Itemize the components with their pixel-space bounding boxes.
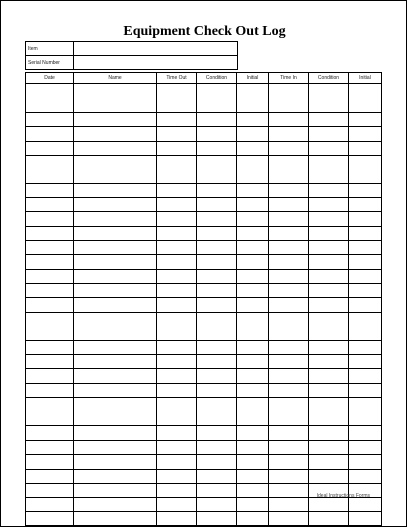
log-cell[interactable]	[269, 184, 309, 198]
log-cell[interactable]	[269, 484, 309, 498]
log-cell[interactable]	[197, 369, 237, 384]
log-cell[interactable]	[197, 142, 237, 156]
log-cell[interactable]	[157, 212, 197, 227]
log-cell[interactable]	[309, 227, 349, 241]
log-cell[interactable]	[269, 198, 309, 212]
log-cell[interactable]	[197, 441, 237, 455]
log-cell[interactable]	[74, 270, 157, 284]
log-cell[interactable]	[26, 127, 74, 142]
log-cell[interactable]	[157, 426, 197, 441]
log-cell[interactable]	[157, 398, 197, 426]
log-cell[interactable]	[197, 198, 237, 212]
log-cell[interactable]	[157, 255, 197, 270]
log-cell[interactable]	[237, 198, 269, 212]
log-cell[interactable]	[74, 84, 157, 113]
log-cell[interactable]	[269, 384, 309, 398]
log-cell[interactable]	[349, 426, 382, 441]
col-header-condition-out: Condition	[197, 73, 237, 84]
log-cell[interactable]	[74, 441, 157, 455]
col-header-time-out: Time Out	[157, 73, 197, 84]
log-cell[interactable]	[74, 227, 157, 241]
log-cell[interactable]	[309, 142, 349, 156]
log-cell[interactable]	[309, 313, 349, 341]
log-cell[interactable]	[74, 369, 157, 384]
log-cell[interactable]	[74, 241, 157, 255]
log-cell[interactable]	[74, 212, 157, 227]
log-cell[interactable]	[26, 84, 74, 113]
log-cell[interactable]	[269, 355, 309, 369]
serial-number-field[interactable]	[74, 56, 238, 70]
log-cell[interactable]	[269, 270, 309, 284]
log-cell[interactable]	[26, 156, 74, 184]
log-cell[interactable]	[237, 84, 269, 113]
log-row	[26, 426, 382, 441]
log-cell[interactable]	[26, 398, 74, 426]
log-cell[interactable]	[309, 455, 349, 470]
log-cell[interactable]	[157, 127, 197, 142]
log-cell[interactable]	[237, 284, 269, 298]
col-header-time-in: Time In	[269, 73, 309, 84]
log-cell[interactable]	[197, 341, 237, 355]
log-row	[26, 270, 382, 284]
log-cell[interactable]	[157, 142, 197, 156]
log-cell[interactable]	[157, 512, 197, 526]
log-cell[interactable]	[309, 284, 349, 298]
log-cell[interactable]	[74, 512, 157, 526]
log-cell[interactable]	[26, 198, 74, 212]
log-row	[26, 156, 382, 184]
log-cell[interactable]	[349, 113, 382, 127]
log-cell[interactable]	[157, 369, 197, 384]
log-cell[interactable]	[309, 512, 349, 526]
log-cell[interactable]	[74, 255, 157, 270]
log-cell[interactable]	[237, 470, 269, 484]
log-cell[interactable]	[26, 241, 74, 255]
log-cell[interactable]	[237, 255, 269, 270]
log-row	[26, 241, 382, 255]
col-header-name: Name	[74, 73, 157, 84]
log-cell[interactable]	[269, 498, 309, 512]
log-cell[interactable]	[26, 298, 74, 313]
log-cell[interactable]	[74, 498, 157, 512]
log-cell[interactable]	[349, 298, 382, 313]
log-cell[interactable]	[237, 127, 269, 142]
log-cell[interactable]	[197, 512, 237, 526]
log-cell[interactable]	[349, 127, 382, 142]
log-cell[interactable]	[349, 441, 382, 455]
log-cell[interactable]	[197, 355, 237, 369]
log-cell[interactable]	[349, 355, 382, 369]
log-cell[interactable]	[349, 341, 382, 355]
log-cell[interactable]	[349, 455, 382, 470]
log-cell[interactable]	[157, 498, 197, 512]
log-cell[interactable]	[26, 441, 74, 455]
log-cell[interactable]	[157, 341, 197, 355]
log-cell[interactable]	[309, 298, 349, 313]
log-cell[interactable]	[26, 113, 74, 127]
log-cell[interactable]	[197, 498, 237, 512]
log-cell[interactable]	[26, 355, 74, 369]
log-cell[interactable]	[269, 142, 309, 156]
log-row	[26, 113, 382, 127]
log-cell[interactable]	[26, 255, 74, 270]
log-cell[interactable]	[197, 156, 237, 184]
log-row	[26, 512, 382, 526]
log-cell[interactable]	[349, 198, 382, 212]
log-cell[interactable]	[269, 455, 309, 470]
log-header-row	[26, 73, 382, 84]
log-cell[interactable]	[26, 369, 74, 384]
log-row	[26, 341, 382, 355]
log-cell[interactable]	[309, 369, 349, 384]
log-cell[interactable]	[74, 184, 157, 198]
log-cell[interactable]	[157, 441, 197, 455]
log-cell[interactable]	[26, 313, 74, 341]
log-body	[26, 84, 382, 526]
log-row	[26, 142, 382, 156]
item-field[interactable]	[74, 42, 238, 56]
log-cell[interactable]	[197, 255, 237, 270]
log-row	[26, 127, 382, 142]
log-cell[interactable]	[74, 313, 157, 341]
log-cell[interactable]	[269, 84, 309, 113]
serial-number-label: Serial Number	[26, 56, 74, 70]
log-cell[interactable]	[269, 284, 309, 298]
log-cell[interactable]	[237, 142, 269, 156]
log-cell[interactable]	[157, 270, 197, 284]
log-row	[26, 313, 382, 341]
log-cell[interactable]	[349, 184, 382, 198]
log-cell[interactable]	[197, 84, 237, 113]
log-cell[interactable]	[237, 184, 269, 198]
log-cell[interactable]	[349, 212, 382, 227]
log-cell[interactable]	[157, 470, 197, 484]
item-info-table	[25, 41, 238, 70]
log-cell[interactable]	[309, 84, 349, 113]
log-row	[26, 441, 382, 455]
log-cell[interactable]	[237, 498, 269, 512]
log-cell[interactable]	[197, 284, 237, 298]
log-cell[interactable]	[197, 484, 237, 498]
checkout-log-table	[25, 72, 382, 526]
log-cell[interactable]	[26, 498, 74, 512]
log-cell[interactable]	[237, 341, 269, 355]
log-cell[interactable]	[74, 355, 157, 369]
log-cell[interactable]	[197, 127, 237, 142]
log-cell[interactable]	[74, 341, 157, 355]
footer-credit: Ideal Instructions Forms	[316, 493, 370, 499]
log-cell[interactable]	[309, 498, 349, 512]
log-cell[interactable]	[269, 298, 309, 313]
log-row	[26, 212, 382, 227]
log-cell[interactable]	[74, 198, 157, 212]
log-row	[26, 84, 382, 113]
log-cell[interactable]	[349, 398, 382, 426]
log-cell[interactable]	[237, 369, 269, 384]
log-cell[interactable]	[74, 142, 157, 156]
log-cell[interactable]	[237, 241, 269, 255]
log-cell[interactable]	[26, 470, 74, 484]
log-cell[interactable]	[197, 298, 237, 313]
log-cell[interactable]	[349, 512, 382, 526]
col-header-initial-out: Initial	[237, 73, 269, 84]
log-cell[interactable]	[157, 384, 197, 398]
log-row	[26, 398, 382, 426]
log-cell[interactable]	[309, 198, 349, 212]
log-cell[interactable]	[157, 156, 197, 184]
log-cell[interactable]	[26, 426, 74, 441]
log-row	[26, 498, 382, 512]
log-cell[interactable]	[269, 227, 309, 241]
log-cell[interactable]	[309, 470, 349, 484]
log-cell[interactable]	[157, 227, 197, 241]
log-row	[26, 355, 382, 369]
log-cell[interactable]	[197, 270, 237, 284]
log-row	[26, 470, 382, 484]
log-cell[interactable]	[237, 384, 269, 398]
log-cell[interactable]	[237, 113, 269, 127]
log-cell[interactable]	[349, 156, 382, 184]
log-cell[interactable]	[309, 341, 349, 355]
log-cell[interactable]	[197, 241, 237, 255]
log-cell[interactable]	[26, 284, 74, 298]
log-cell[interactable]	[26, 341, 74, 355]
log-cell[interactable]	[237, 227, 269, 241]
log-cell[interactable]	[157, 455, 197, 470]
log-cell[interactable]	[74, 127, 157, 142]
log-cell[interactable]	[269, 156, 309, 184]
log-cell[interactable]	[237, 156, 269, 184]
log-cell[interactable]	[157, 198, 197, 212]
log-cell[interactable]	[74, 113, 157, 127]
log-cell[interactable]	[157, 241, 197, 255]
log-cell[interactable]	[309, 241, 349, 255]
log-cell[interactable]	[269, 212, 309, 227]
log-row	[26, 298, 382, 313]
log-cell[interactable]	[74, 284, 157, 298]
log-cell[interactable]	[269, 113, 309, 127]
log-cell[interactable]	[197, 313, 237, 341]
log-cell[interactable]	[26, 227, 74, 241]
item-row	[26, 42, 238, 56]
log-cell[interactable]	[197, 227, 237, 241]
log-cell[interactable]	[74, 470, 157, 484]
log-cell[interactable]	[349, 498, 382, 512]
log-cell[interactable]	[309, 156, 349, 184]
log-cell[interactable]	[157, 298, 197, 313]
log-cell[interactable]	[26, 384, 74, 398]
log-cell[interactable]	[74, 384, 157, 398]
log-cell[interactable]	[349, 470, 382, 484]
log-cell[interactable]	[157, 313, 197, 341]
log-cell[interactable]	[309, 184, 349, 198]
log-cell[interactable]	[309, 255, 349, 270]
log-cell[interactable]	[26, 142, 74, 156]
log-cell[interactable]	[309, 127, 349, 142]
log-cell[interactable]	[237, 270, 269, 284]
log-cell[interactable]	[197, 398, 237, 426]
log-row	[26, 284, 382, 298]
log-cell[interactable]	[309, 441, 349, 455]
log-cell[interactable]	[74, 426, 157, 441]
log-cell[interactable]	[349, 313, 382, 341]
log-cell[interactable]	[197, 184, 237, 198]
log-cell[interactable]	[74, 398, 157, 426]
log-cell[interactable]	[237, 212, 269, 227]
log-cell[interactable]	[26, 270, 74, 284]
log-cell[interactable]	[269, 241, 309, 255]
col-header-date: Date	[26, 73, 74, 84]
log-cell[interactable]	[349, 284, 382, 298]
col-header-condition-in: Condition	[309, 73, 349, 84]
log-row	[26, 227, 382, 241]
log-cell[interactable]	[269, 369, 309, 384]
log-cell[interactable]	[157, 113, 197, 127]
log-cell[interactable]	[26, 212, 74, 227]
log-cell[interactable]	[237, 398, 269, 426]
log-cell[interactable]	[349, 227, 382, 241]
log-cell[interactable]	[309, 384, 349, 398]
log-cell[interactable]	[269, 255, 309, 270]
log-row	[26, 369, 382, 384]
log-cell[interactable]	[269, 341, 309, 355]
log-cell[interactable]	[269, 441, 309, 455]
log-cell[interactable]	[309, 270, 349, 284]
log-cell[interactable]	[269, 512, 309, 526]
log-cell[interactable]	[74, 484, 157, 498]
log-cell[interactable]	[26, 455, 74, 470]
log-cell[interactable]	[269, 313, 309, 341]
log-cell[interactable]	[237, 313, 269, 341]
log-cell[interactable]	[74, 156, 157, 184]
log-cell[interactable]	[157, 184, 197, 198]
serial-number-row	[26, 56, 238, 70]
log-cell[interactable]	[269, 426, 309, 441]
log-row	[26, 198, 382, 212]
log-row	[26, 384, 382, 398]
log-cell[interactable]	[157, 84, 197, 113]
log-row	[26, 255, 382, 270]
log-cell[interactable]	[309, 355, 349, 369]
log-cell[interactable]	[349, 142, 382, 156]
log-cell[interactable]	[269, 470, 309, 484]
log-cell[interactable]	[349, 84, 382, 113]
form-title: Equipment Check Out Log	[123, 24, 286, 39]
log-cell[interactable]	[157, 484, 197, 498]
log-cell[interactable]	[26, 512, 74, 526]
log-cell[interactable]	[269, 398, 309, 426]
log-cell[interactable]	[157, 355, 197, 369]
log-cell[interactable]	[197, 212, 237, 227]
log-cell[interactable]	[197, 426, 237, 441]
log-cell[interactable]	[157, 284, 197, 298]
log-cell[interactable]	[197, 113, 237, 127]
col-header-initial-in: Initial	[349, 73, 382, 84]
log-cell[interactable]	[309, 212, 349, 227]
log-cell[interactable]	[309, 398, 349, 426]
log-cell[interactable]	[237, 426, 269, 441]
log-cell[interactable]	[74, 298, 157, 313]
log-cell[interactable]	[197, 455, 237, 470]
log-row	[26, 184, 382, 198]
log-cell[interactable]	[237, 455, 269, 470]
log-cell[interactable]	[26, 484, 74, 498]
log-cell[interactable]	[237, 484, 269, 498]
log-cell[interactable]	[237, 512, 269, 526]
log-cell[interactable]	[197, 384, 237, 398]
log-cell[interactable]	[74, 455, 157, 470]
log-cell[interactable]	[237, 441, 269, 455]
log-cell[interactable]	[237, 355, 269, 369]
log-row	[26, 455, 382, 470]
log-cell[interactable]	[349, 384, 382, 398]
item-label: Item	[26, 42, 74, 56]
log-cell[interactable]	[349, 255, 382, 270]
log-cell[interactable]	[237, 298, 269, 313]
log-cell[interactable]	[269, 127, 309, 142]
log-cell[interactable]	[309, 113, 349, 127]
log-cell[interactable]	[197, 470, 237, 484]
log-cell[interactable]	[349, 241, 382, 255]
log-cell[interactable]	[309, 426, 349, 441]
log-cell[interactable]	[349, 369, 382, 384]
log-cell[interactable]	[349, 270, 382, 284]
log-cell[interactable]	[26, 184, 74, 198]
